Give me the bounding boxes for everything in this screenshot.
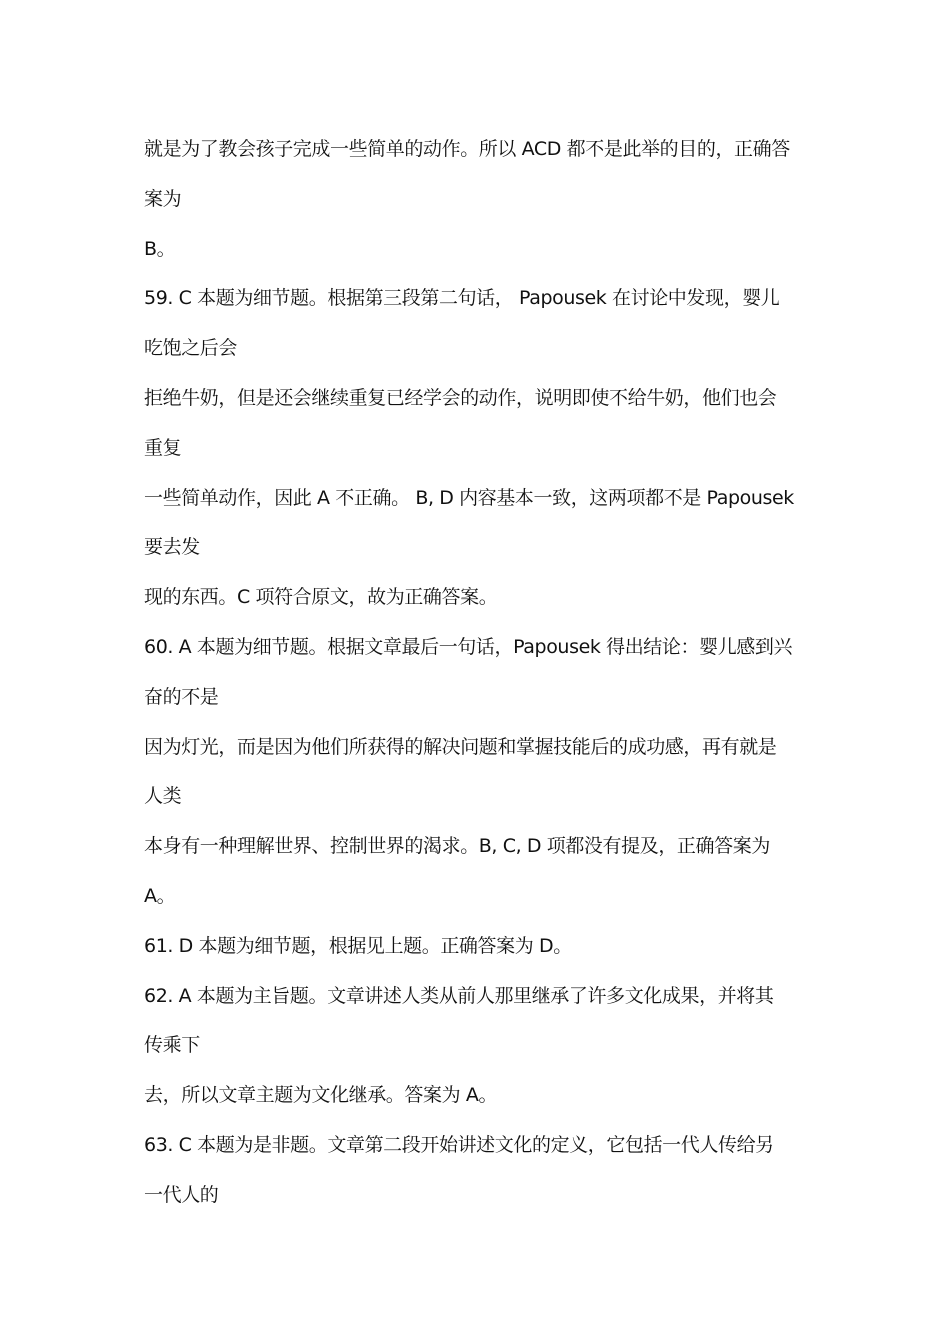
text-line: 59. C 本题为细节题。根据第三段第二句话， Papousek 在讨论中发现，婴儿 <box>144 287 780 310</box>
text-line: 现的东西。C 项符合原文，故为正确答案。 <box>144 586 498 609</box>
text-line: 本身有一种理解世界、控制世界的渴求。B, C, D 项都没有提及，正确答案为 <box>144 835 770 858</box>
text-line: 63. C 本题为是非题。文章第二段开始讲述文化的定义，它包括一代人传给另 <box>144 1133 774 1156</box>
text-line: 重复 <box>144 436 182 459</box>
text-line: 62. A 本题为主旨题。文章讲述人类从前人那里继承了许多文化成果，并将其 <box>144 984 774 1007</box>
text-line: 传乘下 <box>144 1034 200 1057</box>
text-line: 拒绝牛奶，但是还会继续重复已经学会的动作，说明即使不给牛奶，他们也会 <box>144 386 777 409</box>
text-line: B。 <box>144 237 176 260</box>
text-line: 吃饱之后会 <box>144 337 238 360</box>
text-line: 因为灯光，而是因为他们所获得的解决问题和掌握技能后的成功感，再有就是 <box>144 735 777 758</box>
text-line: 61. D 本题为细节题，根据见上题。正确答案为 D。 <box>144 934 572 957</box>
text-line: A。 <box>144 884 176 907</box>
text-line: 就是为了教会孩子完成一些简单的动作。所以 ACD 都不是此举的目的，正确答 <box>144 138 790 160</box>
text-line: 人类 <box>144 785 182 808</box>
text-line: 60. A 本题为细节题。根据文章最后一句话，Papousek 得出结论：婴儿感到兴 <box>144 635 793 658</box>
text-line: 案为 <box>144 187 182 210</box>
text-line: 去，所以文章主题为文化继承。答案为 A。 <box>144 1084 498 1107</box>
text-line: 奋的不是 <box>144 685 219 708</box>
answer-explanation-text <box>144 125 824 1221</box>
text-line: 一些简单动作，因此 A 不正确。 B, D 内容基本一致，这两项都不是 Papousek <box>144 486 794 509</box>
text-line: 要去发 <box>144 536 200 559</box>
text-line: 一代人的 <box>144 1183 219 1206</box>
